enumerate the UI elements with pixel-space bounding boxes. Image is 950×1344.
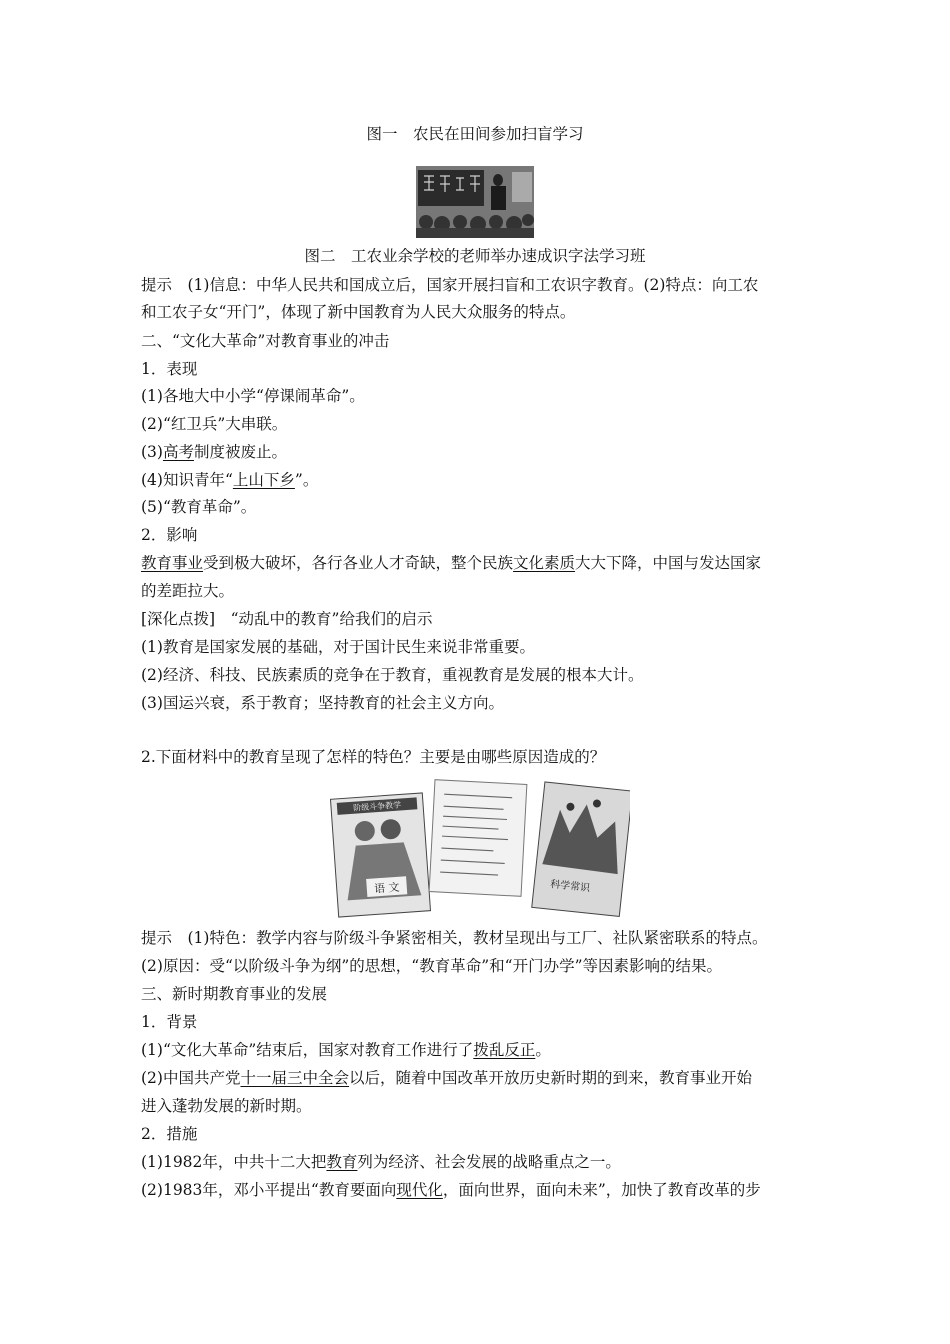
section-2-heading-1: 1．表现 (141, 360, 198, 378)
list-item: (5)“教育革命”。 (141, 498, 257, 516)
section-3-heading-2: 2．措施 (141, 1125, 198, 1143)
underlined-term: 拨乱反正 (473, 1041, 536, 1059)
hint-2-line-2: (2)原因：受“以阶级斗争为纲”的思想，“教育革命”和“开门办学”等因素影响的结果。 (141, 957, 723, 975)
underlined-term: 上山下乡 (232, 471, 295, 489)
paragraph-line: 进入蓬勃发展的新时期。 (141, 1097, 312, 1115)
section-2-heading-2: 2．影响 (141, 526, 198, 544)
underlined-term: 现代化 (396, 1181, 443, 1199)
list-item: (1)1982年，中共十二大把教育列为经济、社会发展的战略重点之一。 (141, 1153, 621, 1171)
section-3-title: 三、新时期教育事业的发展 (141, 985, 328, 1003)
list-item: (2)经济、科技、民族素质的竞争在于教育，重视教育是发展的根本大计。 (141, 666, 644, 684)
book-1-top-text: 阶级斗争教学 (352, 800, 402, 813)
book-3-bottom-text: 科学常识 (549, 879, 591, 895)
section-3-heading-1: 1．背景 (141, 1013, 198, 1031)
list-item: (1)“文化大革命”结束后，国家对教育工作进行了拨乱反正。 (141, 1041, 551, 1059)
underlined-term: 十一届三中全会 (240, 1069, 349, 1087)
underlined-term: 教育事业 (141, 554, 204, 572)
underlined-term: 高考 (162, 443, 194, 461)
list-item: (3)高考制度被废止。 (141, 443, 287, 461)
list-item: (4)知识青年“上山下乡”。 (141, 471, 319, 489)
classroom-photo (416, 166, 534, 238)
list-item: (2)“红卫兵”大串联。 (141, 415, 288, 433)
figure-2-caption: 图二 工农业余学校的老师举办速成识字法学习班 (304, 247, 646, 265)
hint-2-line-1: 提示 (1)特色：教学内容与阶级斗争紧密相关，教材呈现出与工厂、社队紧密联系的特点。 (141, 929, 768, 947)
hint-1-line-2: 和工农子女“开门”，体现了新中国教育为人民大众服务的特点。 (141, 303, 576, 321)
list-item: (2)1983年，邓小平提出“教育要面向现代化，面向世界，面向未来”，加快了教育改革的步 (141, 1181, 761, 1199)
list-item: (1)教育是国家发展的基础，对于国计民生来说非常重要。 (141, 638, 535, 656)
list-item: (2)中国共产党十一届三中全会以后，随着中国改革开放历史新时期的到来，教育事业开始 (141, 1069, 752, 1087)
deepening-note: [深化点拨] “动乱中的教育”给我们的启示 (141, 610, 433, 628)
underlined-term: 文化素质 (513, 554, 576, 572)
list-item: (3)国运兴衰，系于教育；坚持教育的社会主义方向。 (141, 694, 504, 712)
paragraph-line: 教育事业受到极大破坏，各行各业人才奇缺，整个民族文化素质大大下降，中国与发达国家 (141, 554, 762, 572)
hint-1-line-1: 提示 (1)信息：中华人民共和国成立后，国家开展扫盲和工农识字教育。(2)特点：向工农 (141, 276, 759, 294)
question-2: 2.下面材料中的教育呈现了怎样的特色？主要是由哪些原因造成的？ (141, 748, 606, 766)
list-item: (1)各地大中小学“停课闹革命”。 (141, 387, 365, 405)
book-1-bottom-text: 语 文 (373, 880, 400, 896)
section-2-title: 二、“文化大革命”对教育事业的冲击 (141, 332, 390, 350)
textbook-covers-image (330, 778, 630, 918)
paragraph-line: 的差距拉大。 (141, 582, 235, 600)
underlined-term: 教育 (326, 1153, 358, 1171)
figure-1-caption: 图一 农民在田间参加扫盲学习 (366, 125, 584, 143)
